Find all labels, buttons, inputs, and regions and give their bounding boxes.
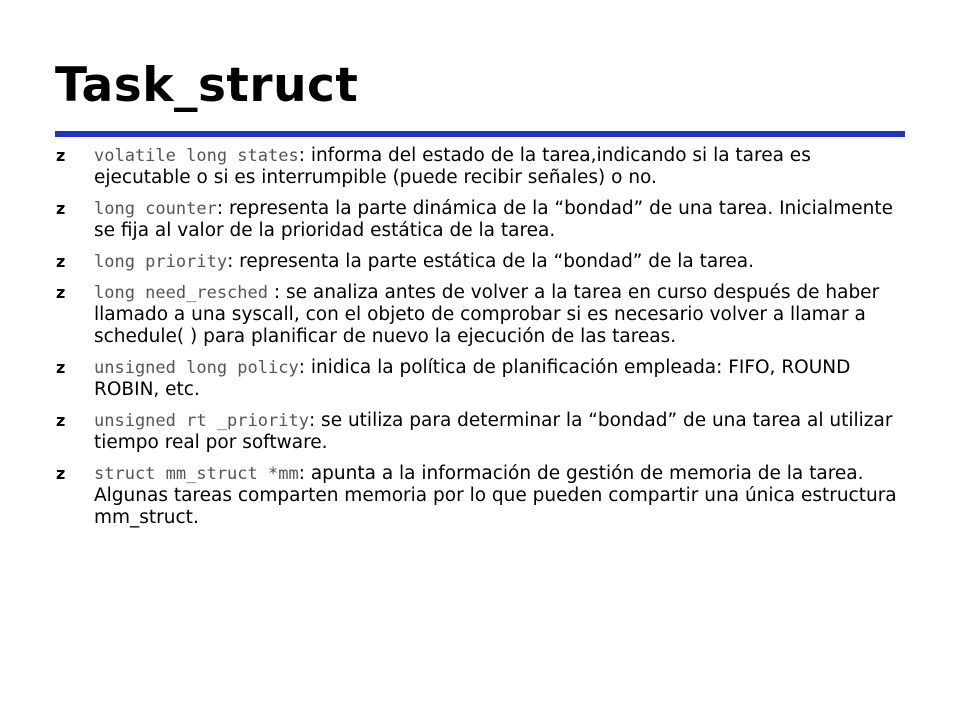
field-description: : informa del estado de la tarea,indicando si la tarea es ejecutable o si es interrumpible (puede recibir señales) o no. — [94, 145, 811, 188]
field-description: : apunta a la información de gestión de memoria de la tarea. Algunas tareas comparten memoria por lo que pueden compartir una única estructura mm_struct. — [94, 463, 897, 528]
field-name: long priority — [94, 252, 228, 272]
bullet-icon: z — [56, 252, 66, 271]
field-description: : se analiza antes de volver a la tarea en curso después de haber llamado a una syscall, con el objeto de comprobar si es necesario volver a llamar a schedule( ) para planificar de nuevo la ejecución de las tareas. — [94, 282, 880, 347]
field-name: struct mm_struct *mm — [94, 464, 299, 484]
bullet-item-counter — [55, 198, 905, 242]
bullet-list — [55, 145, 905, 538]
bullet-item-mm — [55, 463, 905, 529]
bullet-item-rt-priority — [55, 410, 905, 454]
bullet-item-states — [55, 145, 905, 189]
field-name: unsigned long policy — [94, 358, 299, 378]
field-name: long counter — [94, 199, 217, 219]
title-divider — [55, 131, 905, 137]
bullet-icon: z — [56, 146, 66, 165]
bullet-item-need-resched — [55, 282, 905, 348]
bullet-icon: z — [56, 464, 66, 483]
bullet-item-policy — [55, 357, 905, 401]
bullet-icon: z — [56, 199, 66, 218]
field-name: volatile long states — [94, 146, 299, 166]
field-description: : se utiliza para determinar la “bondad” de una tarea al utilizar tiempo real por software. — [94, 410, 893, 453]
bullet-item-priority — [55, 251, 905, 273]
field-description: : inidica la política de planificación empleada: FIFO, ROUND ROBIN, etc. — [94, 357, 851, 400]
bullet-icon: z — [56, 283, 66, 302]
field-description: : representa la parte dinámica de la “bondad” de una tarea. Inicialmente se fija al valor de la prioridad estática de la tarea. — [94, 198, 893, 241]
field-name: unsigned rt _priority — [94, 411, 309, 431]
bullet-icon: z — [56, 358, 66, 377]
field-name: long need_resched — [94, 283, 268, 303]
bullet-icon: z — [56, 411, 66, 430]
field-description: : representa la parte estática de la “bondad” de la tarea. — [227, 251, 755, 272]
slide-title: Task_struct — [55, 58, 359, 113]
